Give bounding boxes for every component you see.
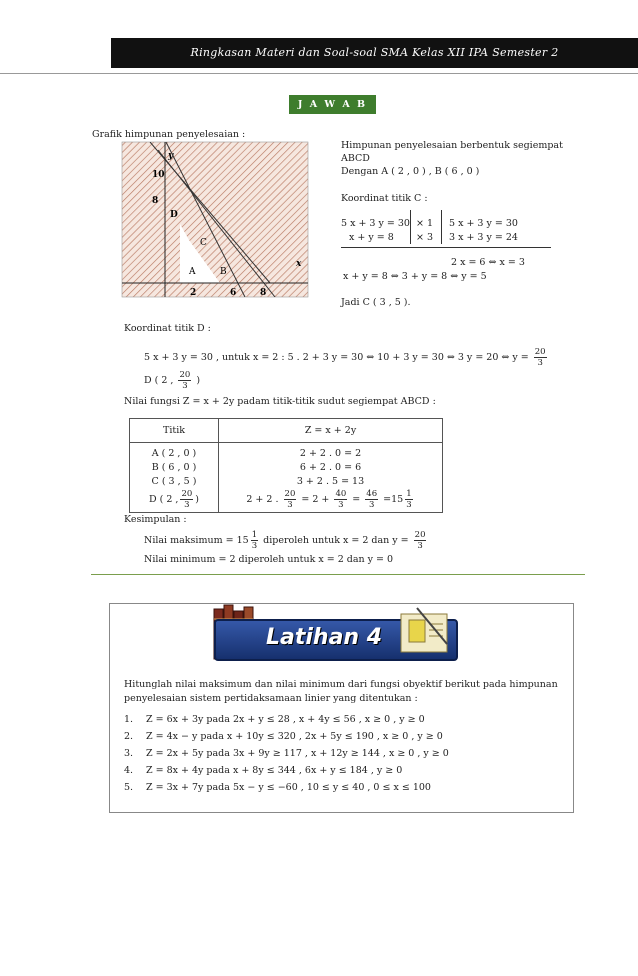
divider-bar [410,210,411,244]
kesimpulan-title: Kesimpulan : [124,514,187,525]
x-tick-2: 2 [190,288,197,298]
solution-line-2: ABCD [341,153,370,164]
jawab-label: J A W A B [297,99,368,110]
point-C-label: C [200,238,207,248]
latihan-title: Latihan 4 [266,625,383,650]
result-x: 2 x = 6 ⇔ x = 3 [451,257,525,268]
eq2-multiplier: × 3 [416,232,434,243]
value-d: 2 + 2 . $\frac{20}{3}$ = 2 + $\frac{40}{3}$ = $\frac{46}{3}$ =15 $\frac{1}{3}$ [246,489,412,510]
notepad-icon [395,600,455,660]
list-item: 1. Z = 6x + 3y pada 2x + y ≤ 28 , x + 4y ≤ 56 , x ≥ 0 , y ≥ 0 [124,714,425,725]
kesimpulan-max: Nilai maksimum = 15 $\frac{1}{3}$ diperoleh untuk x = 2 dan y = $\frac{20}{3}$ [144,530,426,551]
point-b: B ( 6 , 0 ) [151,462,197,473]
section-divider [91,574,585,575]
point-d: D ( 2 , $\frac{20}{3}$ ) [149,489,199,510]
page-header [111,38,638,68]
table-values-cell [219,443,443,513]
point-c: C ( 3 , 5 ) [151,476,197,487]
fraction: $\frac{20}{3}$ [179,370,191,391]
point-a: A ( 2 , 0 ) [151,448,197,459]
latihan-intro-2: penyelesaian sistem pertidaksamaan linier yang ditentukan : [124,693,418,704]
header-divider [0,73,638,74]
list-item: 2. Z = 4x − y pada x + 10y ≤ 320 , 2x + 5y ≤ 190 , x ≥ 0 , y ≥ 0 [124,731,443,742]
koordinat-d-equation [144,347,549,368]
point-D-label: D [170,210,178,220]
list-item: 3. Z = 2x + 5y pada 3x + 9y ≥ 117 , x + 12y ≥ 144 , x ≥ 0 , y ≥ 0 [124,748,449,759]
solution-line-3: Dengan A ( 2 , 0 ) , B ( 6 , 0 ) [341,166,480,177]
kesimpulan-min: Nilai minimum = 2 diperoleh untuk x = 2 dan y = 0 [144,554,394,565]
koordinat-d-steps: 5 x + 3 y = 30 , untuk x = 2 : 5 . 2 + 3 y = 30 ⇔ 10 + 3 y = 30 ⇔ 3 y = 20 ⇔ y = [144,352,529,363]
graph-caption: Grafik himpunan penyelesaian : [92,129,246,140]
point-B-label: B [220,267,227,277]
x-axis-label: x [296,259,302,269]
value-c: 3 + 2 . 5 = 13 [296,476,365,487]
fraction: $\frac{20}{3}$ [534,347,546,368]
eq1-multiplier: × 1 [416,218,434,229]
table-header-titik: Titik [130,419,219,443]
solution-graph [120,140,310,302]
table-header-z: Z = x + 2y [219,419,443,443]
divider-bar [441,210,442,244]
x-tick-6: 6 [230,288,237,298]
value-a: 2 + 2 . 0 = 2 [299,448,362,459]
point-c-result: Jadi C ( 3 , 5 ). [341,297,411,308]
eq1-result: 5 x + 3 y = 30 [449,218,518,229]
point-A-label: A [189,267,196,277]
list-item: 5. Z = 3x + 7y pada 5x − y ≤ −60 , 10 ≤ y ≤ 40 , 0 ≤ x ≤ 100 [124,782,431,793]
list-item: 4. Z = 8x + 4y pada x + 8y ≤ 344 , 6x + y ≤ 184 , y ≥ 0 [124,765,403,776]
y-tick-8: 8 [152,196,159,206]
koordinat-c-title: Koordinat titik C : [341,193,428,204]
koordinat-d-title: Koordinat titik D : [124,323,211,334]
solution-line-1: Himpunan penyelesaian berbentuk segiempat [341,140,563,151]
header-title: Ringkasan Materi dan Soal-soal SMA Kelas XII IPA Semester 2 [190,46,559,59]
eq1-left: 5 x + 3 y = 30 [341,218,410,229]
value-b: 6 + 2 . 0 = 6 [299,462,362,473]
table-points-cell [130,443,219,513]
y-tick-10: 10 [152,170,165,180]
x-tick-8: 8 [260,288,267,298]
eq2-left: x + y = 8 [349,232,394,243]
value-table [129,418,443,513]
point-d-result: D ( 2 , $\frac{20}{3}$ ) [144,370,201,391]
eq2-result: 3 x + 3 y = 24 [449,232,518,243]
y-axis-label: y [168,151,174,161]
nilai-fungsi-text: Nilai fungsi Z = x + 2y padam titik-titik sudut segiempat ABCD : [124,396,436,407]
subtraction-line [341,247,551,248]
result-y: x + y = 8 ⇔ 3 + y = 8 ⇔ y = 5 [343,271,487,282]
latihan-intro-1: Hitunglah nilai maksimum dan nilai minimum dari fungsi obyektif berikut pada himpunan [124,679,558,690]
jawab-badge [289,95,376,114]
exercise-list [124,714,564,799]
